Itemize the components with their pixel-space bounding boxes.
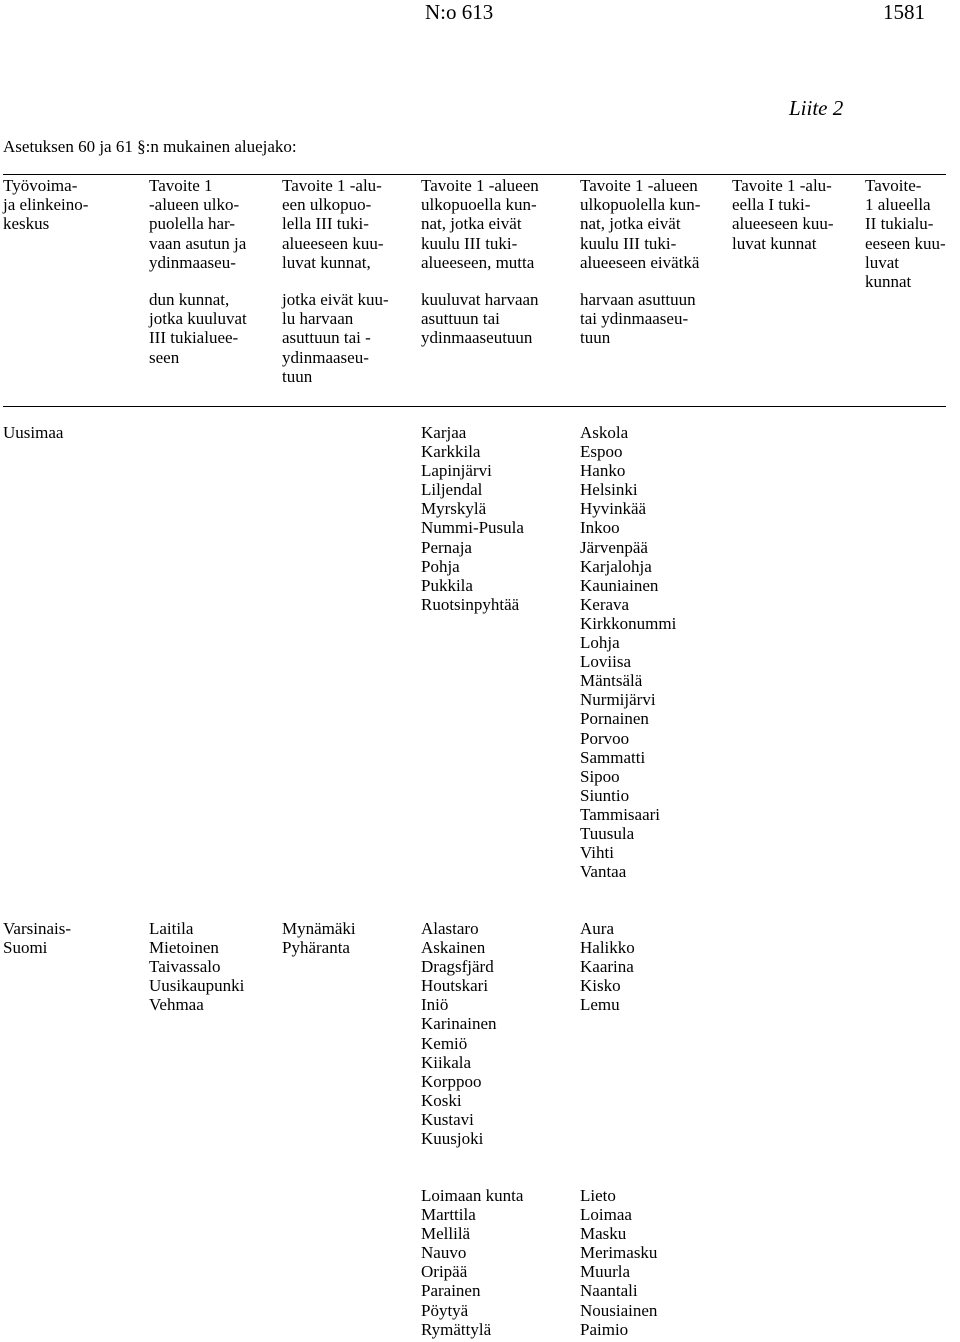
municipality: Nousiainen [580,1300,658,1320]
municipality: Pernaja [421,537,472,557]
column-header-line: luvat [865,252,899,272]
column-header-line: ulkopuoella kun- [421,195,537,215]
municipality: Pornainen [580,709,649,729]
municipality: Muurla [580,1262,631,1282]
municipality: Masku [580,1224,627,1244]
municipality: Karinainen [421,1014,497,1034]
municipality: Porvoo [580,728,630,748]
municipality: Nurmijärvi [580,690,656,710]
column-header-line: III tukialuee- [149,328,239,348]
column-header-4-part1 [421,176,539,272]
column-header-line: ydinmaaseu- [282,347,369,367]
municipality: Espoo [580,442,623,462]
municipality: Lohja [580,633,620,653]
municipality: Lapinjärvi [421,461,492,481]
column-header-line: 1 alueella [865,195,931,215]
column-header-line: eella I tuki- [732,195,811,215]
municipality: Helsinki [580,480,638,500]
municipality: Karkkila [421,442,481,462]
column-header-line: ulkopuolella kun- [580,195,701,215]
column-header-3-part2 [282,290,389,386]
header-top-rule [3,174,946,175]
column-header-3-part1 [282,176,383,272]
column-header-line: tuun [580,328,611,348]
municipality: Paimio [580,1319,629,1339]
column-header-line: ydinmaaseu- [149,252,236,272]
column-header-line: Tavoite- [865,176,922,195]
municipality: Uusikaupunki [149,976,245,996]
region-name-line: Uusimaa [3,423,64,442]
municipality: Hyvinkää [580,499,647,519]
column-header-7-part1 [865,176,946,291]
column-header-5-part1 [580,176,700,272]
region-name [3,919,71,957]
column-header-line: ja elinkeino- [3,195,89,215]
column-header-line: jotka kuuluvat [149,309,247,329]
column-header-line: seen [149,347,180,367]
municipality: Mäntsälä [580,671,643,691]
column-header-line: keskus [3,214,50,234]
municipality: Lemu [580,995,620,1015]
column-header-line: jotka eivät kuu- [282,290,389,309]
column-header-line: vaan asutun ja [149,233,247,253]
municipality: Alastaro [421,919,479,938]
municipality: Pohja [421,556,460,576]
municipality: Kustavi [421,1109,474,1129]
region-name-line: Suomi [3,938,48,958]
column-header-line: kuulu III tuki- [421,233,518,253]
column-header-6-part1 [732,176,833,253]
municipality-list [421,1186,523,1339]
municipality: Vehmaa [149,995,204,1015]
column-header-line: kuulu III tuki- [580,233,677,253]
municipality: Liljendal [421,480,483,500]
column-header-line: kuuluvat harvaan [421,290,539,309]
municipality-list [421,423,524,614]
municipality: Parainen [421,1281,481,1301]
column-header-line: ydinmaaseutuun [421,328,533,348]
municipality: Dragsfjärd [421,957,494,977]
column-header-line: nat, jotka eivät [421,214,522,234]
municipality: Siuntio [580,785,630,805]
column-header-line: Tavoite 1 -alueen [421,176,539,195]
page-number: 1581 [883,0,925,24]
municipality: Karjaa [421,423,467,442]
municipality: Pyhäranta [282,938,350,958]
municipality: Pöytyä [421,1300,469,1320]
column-header-4-part2 [421,290,539,348]
column-header-line: Tavoite 1 [149,176,213,195]
municipality: Koski [421,1090,462,1110]
column-header-line: -alueen ulko- [149,195,240,215]
column-header-line: Tavoite 1 -alueen [580,176,698,195]
column-header-line: nat, jotka eivät [580,214,681,234]
municipality: Sipoo [580,766,620,786]
municipality: Tammisaari [580,804,661,824]
column-header-line: tai ydinmaaseu- [580,309,689,329]
column-header-5-part2 [580,290,696,348]
municipality: Kemiö [421,1033,468,1053]
municipality: Inkoo [580,518,620,538]
column-header-line: lella III tuki- [282,214,369,234]
municipality: Korppoo [421,1071,482,1091]
column-header-line: alueeseen kuu- [282,233,384,253]
municipality: Kiikala [421,1052,472,1072]
municipality: Kerava [580,594,630,614]
municipality: Kaarina [580,957,634,977]
municipality: Kirkkonummi [580,613,677,633]
municipality: Vihti [580,843,614,863]
column-header-line: Tavoite 1 -alu- [732,176,832,195]
column-header-2-part2 [149,290,247,367]
municipality: Naantali [580,1281,638,1301]
column-header-line: tuun [282,366,313,386]
column-header-line: een ulkopuo- [282,195,372,215]
document-heading: Asetuksen 60 ja 61 §:n mukainen aluejako: [3,137,297,156]
municipality-list [580,1186,657,1339]
municipality: Mellilä [421,1224,471,1244]
municipality: Mietoinen [149,938,219,958]
column-header-line: II tukialu- [865,214,934,234]
municipality: Loimaan kunta [421,1186,524,1205]
municipality-list [580,423,676,881]
column-header-line: lu harvaan [282,309,354,329]
municipality: Pukkila [421,575,473,595]
municipality-list [282,919,356,957]
column-header-line: harvaan asuttuun [580,290,696,309]
region-name [3,423,63,442]
municipality: Karjalohja [580,556,652,576]
header-bottom-rule [3,406,946,407]
municipality: Iniö [421,995,449,1015]
municipality: Rymättylä [421,1319,492,1339]
municipality: Halikko [580,938,635,958]
municipality: Marttila [421,1205,476,1225]
column-header-line: luvat kunnat [732,233,817,253]
column-header-line: alueeseen kuu- [732,214,834,234]
column-header-line: asuttuun tai - [282,328,371,348]
municipality: Askola [580,423,629,442]
municipality: Kauniainen [580,575,659,595]
municipality: Merimasku [580,1243,658,1263]
column-header-line: Työvoima- [3,176,78,195]
column-header-2-part1 [149,176,246,272]
municipality: Loviisa [580,652,631,672]
municipality-list [580,919,635,1014]
municipality: Ruotsinpyhtää [421,594,520,614]
column-header-line: alueeseen eivätkä [580,252,700,272]
municipality: Nauvo [421,1243,467,1263]
column-header-line: dun kunnat, [149,290,230,309]
column-header-line: Tavoite 1 -alu- [282,176,382,195]
municipality: Myrskylä [421,499,487,519]
column-header-line: eeseen kuu- [865,233,946,253]
column-header-line: puolella har- [149,214,236,234]
column-header-line: alueeseen, mutta [421,252,535,272]
municipality: Järvenpää [580,537,648,557]
municipality: Oripää [421,1262,468,1282]
municipality: Tuusula [580,823,635,843]
column-header-line: asuttuun tai [421,309,500,329]
municipality: Vantaa [580,862,627,882]
municipality: Hanko [580,461,626,481]
municipality: Loimaa [580,1205,632,1225]
municipality: Taivassalo [149,957,221,977]
municipality: Houtskari [421,976,489,996]
municipality-list [421,919,497,1148]
municipality: Mynämäki [282,919,356,938]
municipality: Laitila [149,919,194,938]
region-name-line: Varsinais- [3,919,71,938]
municipality: Kuusjoki [421,1129,484,1149]
municipality: Aura [580,919,614,938]
issue-number: N:o 613 [425,0,494,24]
municipality: Lieto [580,1186,616,1205]
municipality: Kisko [580,976,621,996]
municipality: Askainen [421,938,486,958]
municipality: Sammatti [580,747,646,767]
appendix-label: Liite 2 [789,96,844,120]
column-header-1-part1 [3,176,88,234]
municipality-list [149,919,244,1014]
column-header-line: luvat kunnat, [282,252,371,272]
municipality: Nummi-Pusula [421,518,524,538]
column-header-line: kunnat [865,271,912,291]
